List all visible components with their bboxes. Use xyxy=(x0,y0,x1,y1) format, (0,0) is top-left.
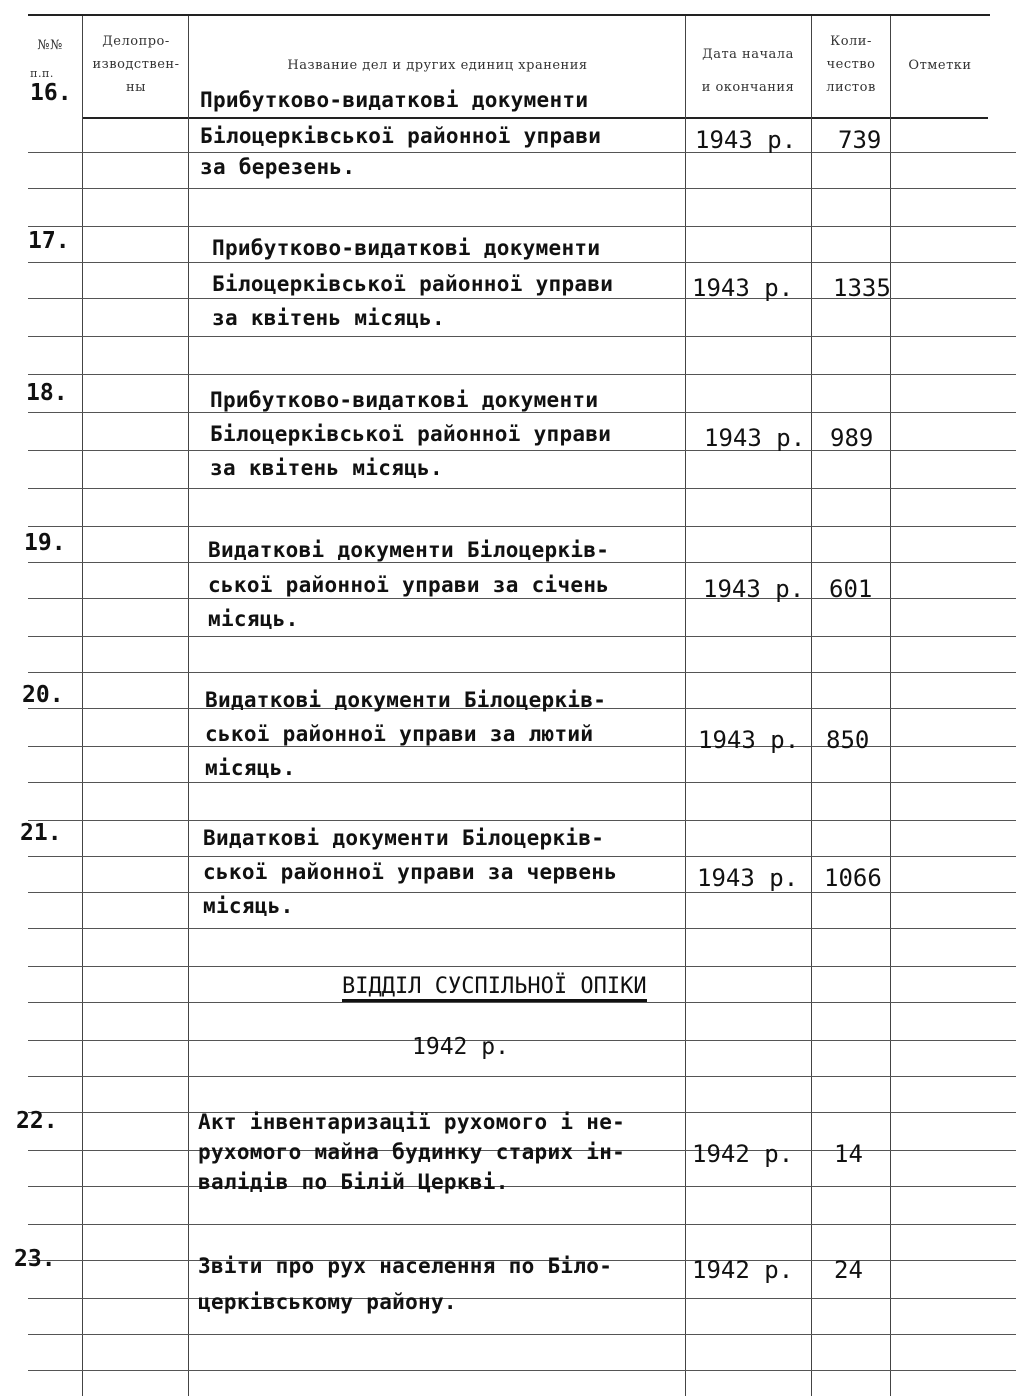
entry-sheet-count: 739 xyxy=(838,126,882,154)
ruled-line xyxy=(28,526,1016,527)
entry-number: 16. xyxy=(30,80,72,106)
number-column-header xyxy=(22,34,78,57)
entry-number: 18. xyxy=(26,380,68,406)
entry-title-line: місяць. xyxy=(205,756,296,780)
entry-sheet-count: 601 xyxy=(829,575,873,603)
table-header-border xyxy=(82,117,988,119)
ruled-line xyxy=(28,374,1016,375)
entry-sheet-count: 1066 xyxy=(824,864,882,892)
entry-title-line: Прибутково-видаткові документи xyxy=(210,388,599,412)
entry-number: 21. xyxy=(20,820,62,846)
ruled-line xyxy=(28,966,1016,967)
count-column-header: Коли- чество листов xyxy=(826,34,876,95)
entry-title-line: рухомого майна будинку старих ін- xyxy=(198,1140,626,1164)
entry-date: 1943 р. xyxy=(692,274,794,302)
ruled-line xyxy=(28,672,1016,673)
ruled-line xyxy=(28,636,1016,637)
ruled-line xyxy=(28,488,1016,489)
entry-sheet-count: 989 xyxy=(830,424,874,452)
entry-title-line: Прибутково-видаткові документи xyxy=(212,236,601,260)
table-top-border xyxy=(28,14,990,16)
ruled-line xyxy=(28,1370,1016,1371)
ruled-line xyxy=(28,1334,1016,1335)
ruled-line xyxy=(28,262,1016,263)
ruled-line xyxy=(28,562,1016,563)
entry-title-line: ської районної управи за січень xyxy=(208,573,610,597)
date-column-header: Дата начала и окончания xyxy=(701,47,795,95)
ruled-line xyxy=(28,1040,1016,1041)
ruled-line xyxy=(28,1002,1016,1003)
column-divider xyxy=(811,16,812,1396)
entry-date: 1943 р. xyxy=(703,575,805,603)
office-column-header: Делопро- изводствен- ны xyxy=(92,34,180,95)
entry-title-line: ської районної управи за лютий xyxy=(205,722,594,746)
ruled-line xyxy=(28,1224,1016,1225)
entry-title-line: Видаткові документи Білоцерків- xyxy=(208,538,610,562)
ruled-line xyxy=(28,1186,1016,1187)
entry-date: 1942 р. xyxy=(692,1256,794,1284)
entry-sheet-count: 850 xyxy=(826,726,870,754)
entry-date: 1943 р. xyxy=(695,126,797,154)
entry-title-line: місяць. xyxy=(208,607,299,631)
entry-title-line: Білоцерківської районної управи xyxy=(210,422,612,446)
entry-title-line: валідів по Білій Церкві. xyxy=(198,1170,509,1194)
ruled-line xyxy=(28,412,1016,413)
notes-column-header: Отметки xyxy=(908,58,972,73)
number-sub-header: п.п. xyxy=(30,67,54,80)
ruled-line xyxy=(28,1076,1016,1077)
ruled-line xyxy=(28,336,1016,337)
ruled-line xyxy=(28,188,1016,189)
entry-title-line: за березень. xyxy=(200,155,356,179)
section-heading: ВІДДІЛ СУСПІЛЬНОЇ ОПІКИ xyxy=(342,974,647,1002)
entry-number: 23. xyxy=(14,1246,56,1272)
entry-title-line: ської районної управи за червень xyxy=(203,860,618,884)
ruled-line xyxy=(28,856,1016,857)
column-divider xyxy=(82,16,83,1396)
entry-date: 1943 р. xyxy=(704,424,806,452)
entry-title-line: Білоцерківської районної управи xyxy=(212,272,614,296)
column-divider xyxy=(685,16,686,1396)
entry-title-line: Видаткові документи Білоцерків- xyxy=(203,826,605,850)
entry-date: 1943 р. xyxy=(698,726,800,754)
entry-title-line: місяць. xyxy=(203,894,294,918)
entry-sheet-count: 14 xyxy=(834,1140,863,1168)
entry-title-line: церківському району. xyxy=(198,1290,457,1314)
number-label: №№ xyxy=(37,38,63,53)
entry-title-line: Білоцерківської районної управи xyxy=(200,124,602,148)
ruled-line xyxy=(28,820,1016,821)
entry-title-line: за квітень місяць. xyxy=(210,456,443,480)
entry-title-line: за квітень місяць. xyxy=(212,306,445,330)
entry-title-line: Акт інвентаризації рухомого і не- xyxy=(198,1110,626,1134)
entry-date: 1943 р. xyxy=(697,864,799,892)
ruled-line xyxy=(28,782,1016,783)
entry-title-line: Видаткові документи Білоцерків- xyxy=(205,688,607,712)
entry-number: 22. xyxy=(16,1108,58,1134)
entry-title-line: Прибутково-видаткові документи xyxy=(200,88,589,112)
entry-number: 17. xyxy=(28,228,70,254)
ruled-line xyxy=(28,892,1016,893)
ruled-line xyxy=(28,1298,1016,1299)
section-year: 1942 р. xyxy=(412,1034,509,1060)
ruled-line xyxy=(28,226,1016,227)
title-column-header: Название дел и других единиц хранения xyxy=(287,58,588,73)
entry-sheet-count: 1335 xyxy=(833,274,891,302)
entry-number: 19. xyxy=(24,530,66,556)
column-divider xyxy=(188,16,189,1396)
entry-sheet-count: 24 xyxy=(834,1256,863,1284)
ruled-line xyxy=(28,928,1016,929)
entry-title-line: Звіти про рух населення по Біло- xyxy=(198,1254,613,1278)
entry-date: 1942 р. xyxy=(692,1140,794,1168)
column-divider xyxy=(890,16,891,1396)
entry-number: 20. xyxy=(22,682,64,708)
